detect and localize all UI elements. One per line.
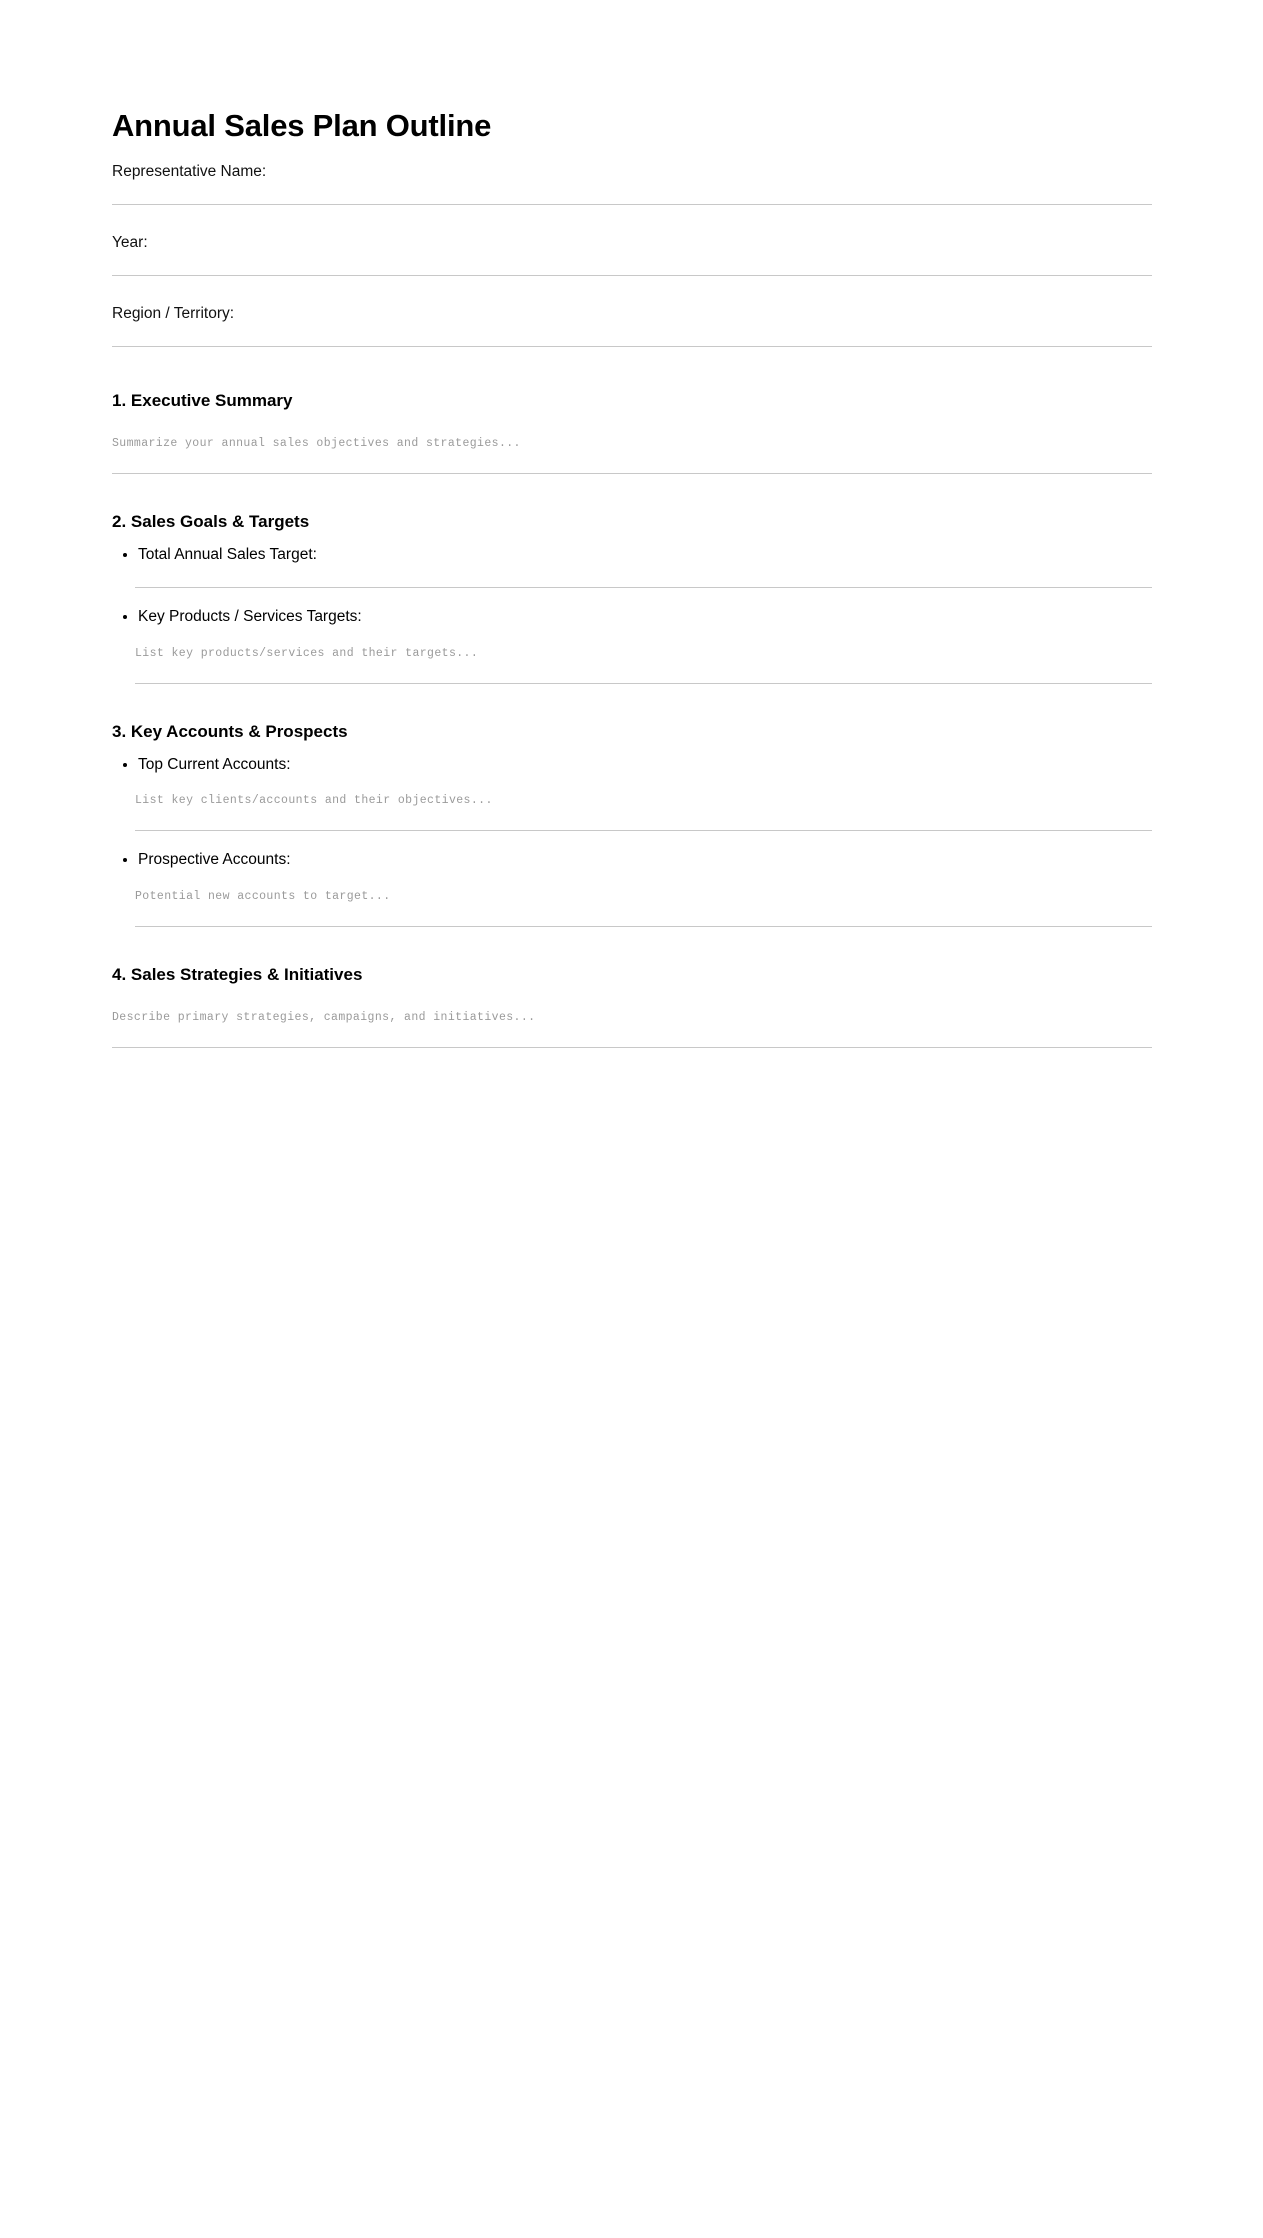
field-representative-name <box>112 160 1152 205</box>
section-heading: 3. Key Accounts & Prospects <box>112 721 348 741</box>
section-heading: 4. Sales Strategies & Initiatives <box>112 964 363 984</box>
item-placeholder-text[interactable]: List key clients/accounts and their objectives... <box>135 794 493 808</box>
list-item-group <box>112 543 1152 566</box>
section-underline[interactable] <box>112 1047 1152 1048</box>
field-underline[interactable] <box>112 204 1152 205</box>
field-label: Year: <box>112 233 148 251</box>
page-title: Annual Sales Plan Outline <box>112 108 492 143</box>
list-item <box>138 753 1152 776</box>
document-page <box>0 0 1263 1048</box>
section-sales-strategies-initiatives <box>112 963 1152 1048</box>
document-content <box>112 108 1152 1048</box>
field-underline[interactable] <box>112 275 1152 276</box>
section-placeholder-text[interactable]: Describe primary strategies, campaigns, and initiatives... <box>112 1010 536 1024</box>
list-item-label: • Key Products / Services Targets: <box>138 608 362 626</box>
list-item-label: • Total Annual Sales Target: <box>138 546 317 564</box>
section-sales-goals-targets <box>112 510 1152 684</box>
field-year <box>112 231 1152 276</box>
section-key-accounts-prospects <box>112 720 1152 927</box>
list-item-group <box>112 605 1152 628</box>
item-underline[interactable] <box>135 926 1152 927</box>
item-placeholder-text[interactable]: List key products/services and their targets... <box>135 646 479 660</box>
section-executive-summary <box>112 389 1152 474</box>
item-placeholder-text[interactable]: Potential new accounts to target... <box>135 889 391 903</box>
list-item <box>138 605 1152 628</box>
section-heading: 2. Sales Goals & Targets <box>112 512 310 532</box>
list-item-label: • Top Current Accounts: <box>138 755 291 773</box>
list-item <box>138 543 1152 566</box>
list-item <box>138 848 1152 871</box>
list-item-label: • Prospective Accounts: <box>138 851 291 869</box>
section-heading: 1. Executive Summary <box>112 391 293 411</box>
field-underline[interactable] <box>112 346 1152 347</box>
field-label: Region / Territory: <box>112 305 235 323</box>
field-region-territory <box>112 302 1152 347</box>
list-item-group <box>112 848 1152 871</box>
section-underline[interactable] <box>112 473 1152 474</box>
list-item-group <box>112 753 1152 776</box>
item-underline[interactable] <box>135 683 1152 684</box>
field-label: Representative Name: <box>112 162 267 180</box>
section-placeholder-text[interactable]: Summarize your annual sales objectives and strategies... <box>112 437 521 451</box>
